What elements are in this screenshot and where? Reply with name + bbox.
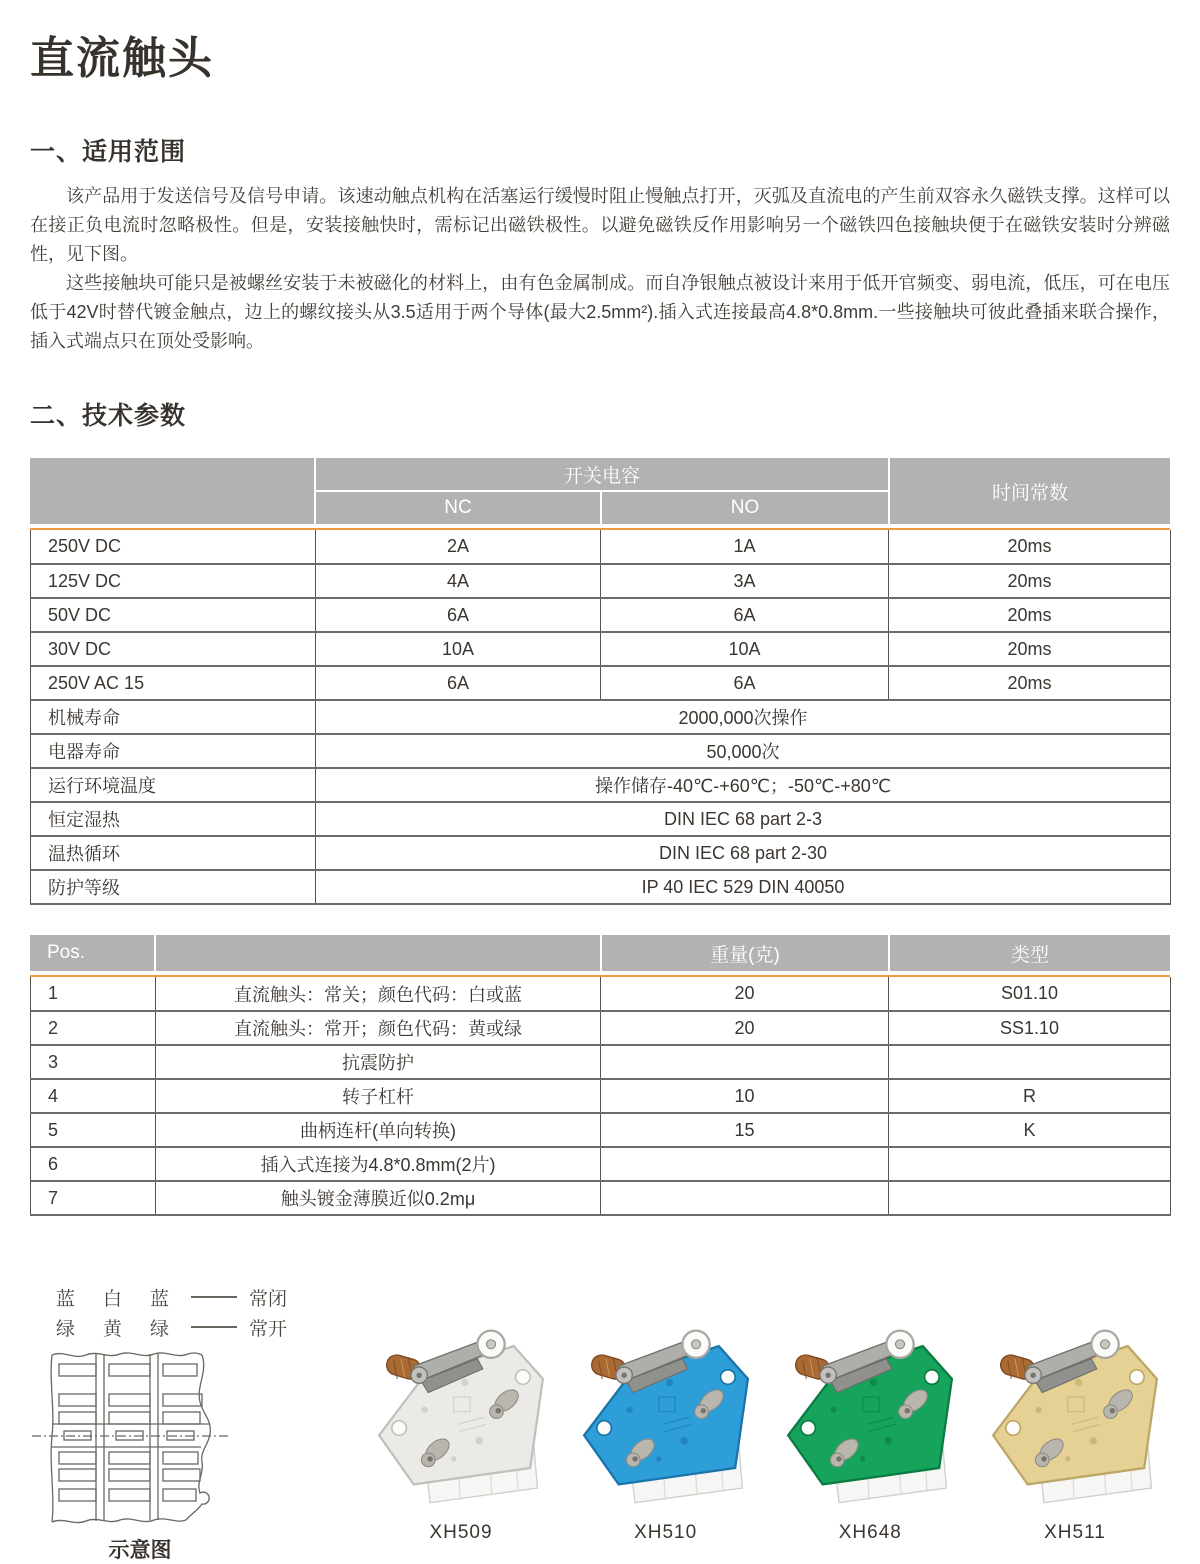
table-cell: 运行环境温度 <box>31 768 316 802</box>
table-cell: DIN IEC 68 part 2-3 <box>316 802 1171 836</box>
table-cell <box>601 1045 889 1079</box>
table-row <box>31 768 1171 802</box>
legend-row-no <box>42 1312 310 1342</box>
table-row <box>31 870 1171 904</box>
table-cell: 20 <box>601 977 889 1011</box>
legend-line <box>191 1296 237 1298</box>
table-cell: 30V DC <box>31 632 316 666</box>
table-cell: 4 <box>31 1079 156 1113</box>
table-cell <box>889 1147 1171 1181</box>
spec-table <box>30 458 1170 905</box>
color-label: 绿 <box>55 1318 75 1340</box>
parts-table-body <box>30 977 1171 1216</box>
table-cell: 抗震防护 <box>156 1045 601 1079</box>
table-row <box>31 734 1171 768</box>
scope-paragraph-2: 这些接触块可能只是被螺丝安装于未被磁化的材料上，由有色金属制成。而自净银触点被设计来用于低开官频变、弱电流，低压，可在电压低于42V时替代镀金触点，边上的螺纹接头从3.5适用于两个导体(最大2.5mm²).插入式连接最高4.8*0.8mm.一些接触块可彼此叠插来联合操作，插入式端点只在顶处受影响。 <box>30 273 1170 351</box>
color-label: 绿 <box>149 1318 169 1340</box>
product-photo-xh511 <box>984 1322 1166 1514</box>
bottom-section <box>0 1282 1200 1564</box>
table-cell: 温热循环 <box>31 836 316 870</box>
table-cell: 250V DC <box>31 530 316 564</box>
spec-header-no: NO <box>602 492 888 524</box>
table-cell: 125V DC <box>31 564 316 598</box>
table-cell: 5 <box>31 1113 156 1147</box>
table-cell: 2A <box>316 530 601 564</box>
page-title: 直流触头 <box>30 34 214 83</box>
schematic-block <box>30 1282 310 1564</box>
table-cell: 1A <box>601 530 889 564</box>
table-cell: 10A <box>316 632 601 666</box>
table-row <box>31 1181 1171 1215</box>
product-figure <box>980 1282 1170 1544</box>
legend-state-label: 常开 <box>249 1318 288 1340</box>
table-cell: 20ms <box>889 598 1171 632</box>
table-cell: 2 <box>31 1011 156 1045</box>
legend-row-nc <box>42 1282 310 1312</box>
product-photo-xh648 <box>779 1322 961 1514</box>
table-cell <box>601 1181 889 1215</box>
table-cell: 7 <box>31 1181 156 1215</box>
table-cell: 插入式连接为4.8*0.8mm(2片) <box>156 1147 601 1181</box>
table-cell: 触头镀金薄膜近似0.2mμ <box>156 1181 601 1215</box>
spec-header-nc: NC <box>316 492 600 524</box>
table-row <box>31 977 1171 1011</box>
legend-state-label: 常闭 <box>249 1288 288 1310</box>
parts-header-desc <box>156 935 600 971</box>
table-cell: 4A <box>316 564 601 598</box>
table-row <box>31 632 1171 666</box>
table-cell: 曲柄连杆(单向转换) <box>156 1113 601 1147</box>
table-cell: 50V DC <box>31 598 316 632</box>
color-label: 蓝 <box>149 1288 169 1310</box>
table-cell: 6A <box>601 666 889 700</box>
table-cell <box>889 1181 1171 1215</box>
table-cell: 20ms <box>889 564 1171 598</box>
table-cell: 操作储存-40℃-+60℃；-50℃-+80℃ <box>316 768 1171 802</box>
table-row <box>31 1147 1171 1181</box>
spec-header-time-constant: 时间常数 <box>890 458 1170 524</box>
product-photo-xh510 <box>575 1322 757 1514</box>
table-cell: 3A <box>601 564 889 598</box>
table-cell: 恒定湿热 <box>31 802 316 836</box>
table-cell <box>601 1147 889 1181</box>
table-row <box>31 598 1171 632</box>
spec-table-header <box>30 458 1170 524</box>
product-caption: XH509 <box>429 1522 493 1543</box>
table-cell: 10 <box>601 1079 889 1113</box>
schematic-diagram <box>30 1350 230 1528</box>
table-cell: 20 <box>601 1011 889 1045</box>
table-cell: 转子杠杆 <box>156 1079 601 1113</box>
table-cell: 10A <box>601 632 889 666</box>
table-cell: 20ms <box>889 632 1171 666</box>
table-cell: 6 <box>31 1147 156 1181</box>
table-row <box>31 1113 1171 1147</box>
parts-table <box>30 935 1170 1216</box>
table-row <box>31 564 1171 598</box>
table-cell: 15 <box>601 1113 889 1147</box>
product-figure <box>366 1282 556 1544</box>
spec-header-switch-capacity: 开关电容 <box>316 458 888 490</box>
table-row <box>31 1079 1171 1113</box>
table-cell: 20ms <box>889 530 1171 564</box>
section-heading-specs: 二、技术参数 <box>30 402 187 430</box>
parts-header-type: 类型 <box>890 935 1170 971</box>
spec-table-body <box>30 530 1171 905</box>
table-cell: 直流触头：常关；颜色代码：白或蓝 <box>156 977 601 1011</box>
color-legend <box>42 1282 310 1342</box>
product-figure <box>571 1282 761 1544</box>
table-cell: R <box>889 1079 1171 1113</box>
color-label: 蓝 <box>55 1288 75 1310</box>
table-cell: 机械寿命 <box>31 700 316 734</box>
table-cell: 250V AC 15 <box>31 666 316 700</box>
table-cell: 6A <box>316 598 601 632</box>
product-caption: XH510 <box>634 1522 698 1543</box>
legend-line <box>191 1326 237 1328</box>
table-cell: 直流触头：常开；颜色代码：黄或绿 <box>156 1011 601 1045</box>
table-row <box>31 802 1171 836</box>
table-cell: DIN IEC 68 part 2-30 <box>316 836 1171 870</box>
table-row <box>31 1011 1171 1045</box>
table-cell: 6A <box>601 598 889 632</box>
product-caption: XH648 <box>838 1522 902 1543</box>
table-cell: S01.10 <box>889 977 1171 1011</box>
table-row <box>31 836 1171 870</box>
table-cell: IP 40 IEC 529 DIN 40050 <box>316 870 1171 904</box>
table-cell: 电器寿命 <box>31 734 316 768</box>
parts-header-weight: 重量(克) <box>602 935 888 971</box>
table-cell: 1 <box>31 977 156 1011</box>
product-gallery <box>310 1282 1170 1544</box>
spec-header-blank <box>30 458 314 524</box>
section-heading-scope: 一、适用范围 <box>30 138 187 166</box>
table-cell: 20ms <box>889 666 1171 700</box>
table-cell: 50,000次 <box>316 734 1171 768</box>
diagram-caption: 示意图 <box>108 1539 172 1562</box>
table-cell: SS1.10 <box>889 1011 1171 1045</box>
scope-paragraph-1: 该产品用于发送信号及信号申请。该速动触点机构在活塞运行缓慢时阻止慢触点打开，灭弧及直流电的产生前双容永久磁铁支撑。这样可以在接正负电流时忽略极性。但是，安装接触快时，需标记出磁铁极性。以避免磁铁反作用影响另一个磁铁四色接触块便于在磁铁安装时分辨磁性，见下图。 <box>30 186 1170 264</box>
table-row <box>31 666 1171 700</box>
table-row <box>31 530 1171 564</box>
table-cell: 6A <box>316 666 601 700</box>
product-figure <box>775 1282 965 1544</box>
product-caption: XH511 <box>1044 1522 1106 1543</box>
table-row <box>31 700 1171 734</box>
color-label: 黄 <box>102 1318 122 1340</box>
table-cell: 2000,000次操作 <box>316 700 1171 734</box>
table-cell: K <box>889 1113 1171 1147</box>
table-cell <box>889 1045 1171 1079</box>
table-cell: 防护等级 <box>31 870 316 904</box>
parts-table-header <box>30 935 1170 971</box>
color-label: 白 <box>102 1288 122 1310</box>
product-photo-xh509 <box>370 1322 552 1514</box>
table-row <box>31 1045 1171 1079</box>
table-cell: 3 <box>31 1045 156 1079</box>
parts-header-pos: Pos. <box>30 935 154 971</box>
